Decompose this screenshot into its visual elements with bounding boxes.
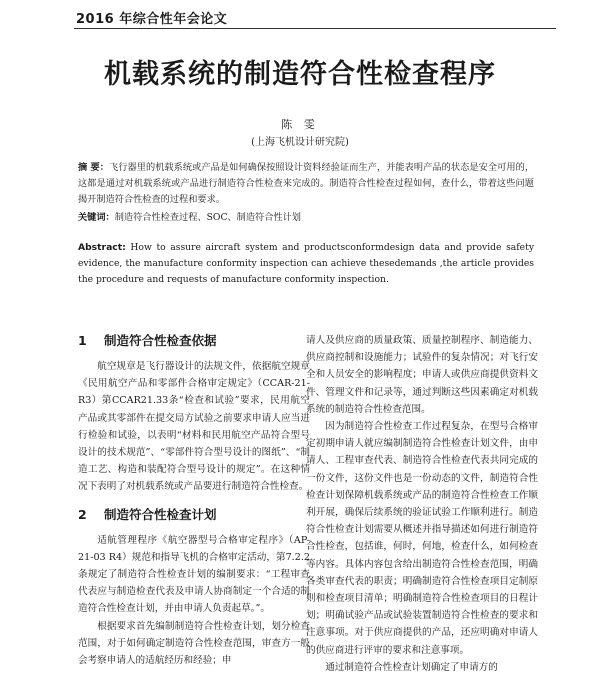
right-paragraph-1: 请人及供应商的质量政策、质量控制程序、制造能力、供应商控制和设施能力；试验件的复杂情况；对飞行安全和人员安全的影响程度；申请人或供应商提供资料文件、管理文件和记录等，通过判断这些因素确定对机载系统的制造符合性检查范围。 [306,335,538,415]
right-paragraph-2: 因为制造符合性检查工作过程复杂，在型号合格审定初期申请人就应编制制造符合性检查计划文件，由申请人、工程审查代表、制造符合性检查代表共同完成的一份文件，这份文件也是一份动态的文件，制造符合性检查计划保障机载系统或产品的制造符合性检查工作顺利开展，确保后续系统的验证试验工作顺利进行。制造符合性检查计划需要从概述并指导描述如何进行制造符合性检查，包括谁，何时，何地，检查什么，如何检查等内容。具体内容包含给出制造符合性检查范围，明确各类审查代表的职责；明确制造符合性检查项目定制原则和检查项目清单；明确制造符合性检查项目的日程计划；明确试验产品或试验装置制造符合性检查的要求和注意事项。对于供应商提供的产品，还应明确对申请人的供应商进行评审的要求和注意事项。 [306,421,538,656]
abstract-english [78,240,534,288]
abstract-chinese [78,160,534,208]
paper-title: 机载系统的制造符合性检查程序 [104,59,496,90]
section-2-title: 制造符合性检查计划 [104,506,217,522]
keywords-label: 关键词： [78,212,115,223]
header-rule [74,28,556,29]
abstract-en-label: Abstract: [78,242,126,253]
section-2-heading [78,506,310,524]
abstract-cn-label: 摘 要： [78,162,109,173]
abstract-cn-text: 飞行器里的机载系统或产品是如何确保按照设计资料经验证而生产，并能表明产品的状态是安全可用的，这都是通过对机载系统或产品进行制造符合性检查来完成的。制造符合性检查过程如何，查什么，带着这些问题揭开制造符合性检查的过程和要求。 [78,162,535,205]
section-2-number: 2 [78,506,87,522]
running-header: 2016 年综合性年会论文 [76,12,228,27]
abstract-en-text: How to assure aircraft system and productsconformdesign data and provide safety evidence, the manufacture conformity inspection can achieve thesedemands ,the article provides the procedure and requests of manufacture conformity inspection. [78,242,535,285]
section-1-paragraph: 航空规章是飞行器设计的法规文件，依据航空规章《民用航空产品和零部件合格审定规定》（CCAR-21-R3）第CCAR21.33条“检查和试验”要求，民用航空产品或其零部件在提交局方试验之前要求申请人应当进行检验和试验，以表明“材料和民用航空产品符合型号设计的技术规范”、“零部件符合型号设计的图纸”、“制造工艺、构造和装配符合型号设计的规定”。在这种情况下表明了对机载系统或产品要进行制造符合性检查。 [78,361,310,493]
section-2-paragraph-1: 适航管理程序《航空器型号合格审定程序》（AP-21-03 R4）规范和指导飞机的合格审定活动，第7.2.2条规定了制造符合性检查计划的编制要求：“工程审查代表应与制造检查代表及申请人协商制定一个合适的制造符合性检查计划，并由申请人负责起草。”。 [78,534,310,615]
keywords [78,210,534,226]
right-paragraph-3: 通过制造符合性检查计划确定了申请方的 [325,661,498,673]
affiliation: (上海飞机设计研究院) [251,137,349,148]
section-1-heading [78,332,310,350]
section-1-title: 制造符合性检查依据 [104,333,217,348]
section-1-number: 1 [78,333,87,348]
left-column [78,332,310,669]
author: 陈 雯 [281,118,319,131]
section-2-paragraph-2: 根据要求首先编制制造符合性检查计划，划分检查范围，对于如何确定制造符合性检查范围，审查方一般会考察申请人的适航经历和经验；申 [78,620,310,667]
keywords-text: 制造符合性检查过程、SOC、制造符合性计划 [114,212,301,223]
right-column [306,332,538,676]
